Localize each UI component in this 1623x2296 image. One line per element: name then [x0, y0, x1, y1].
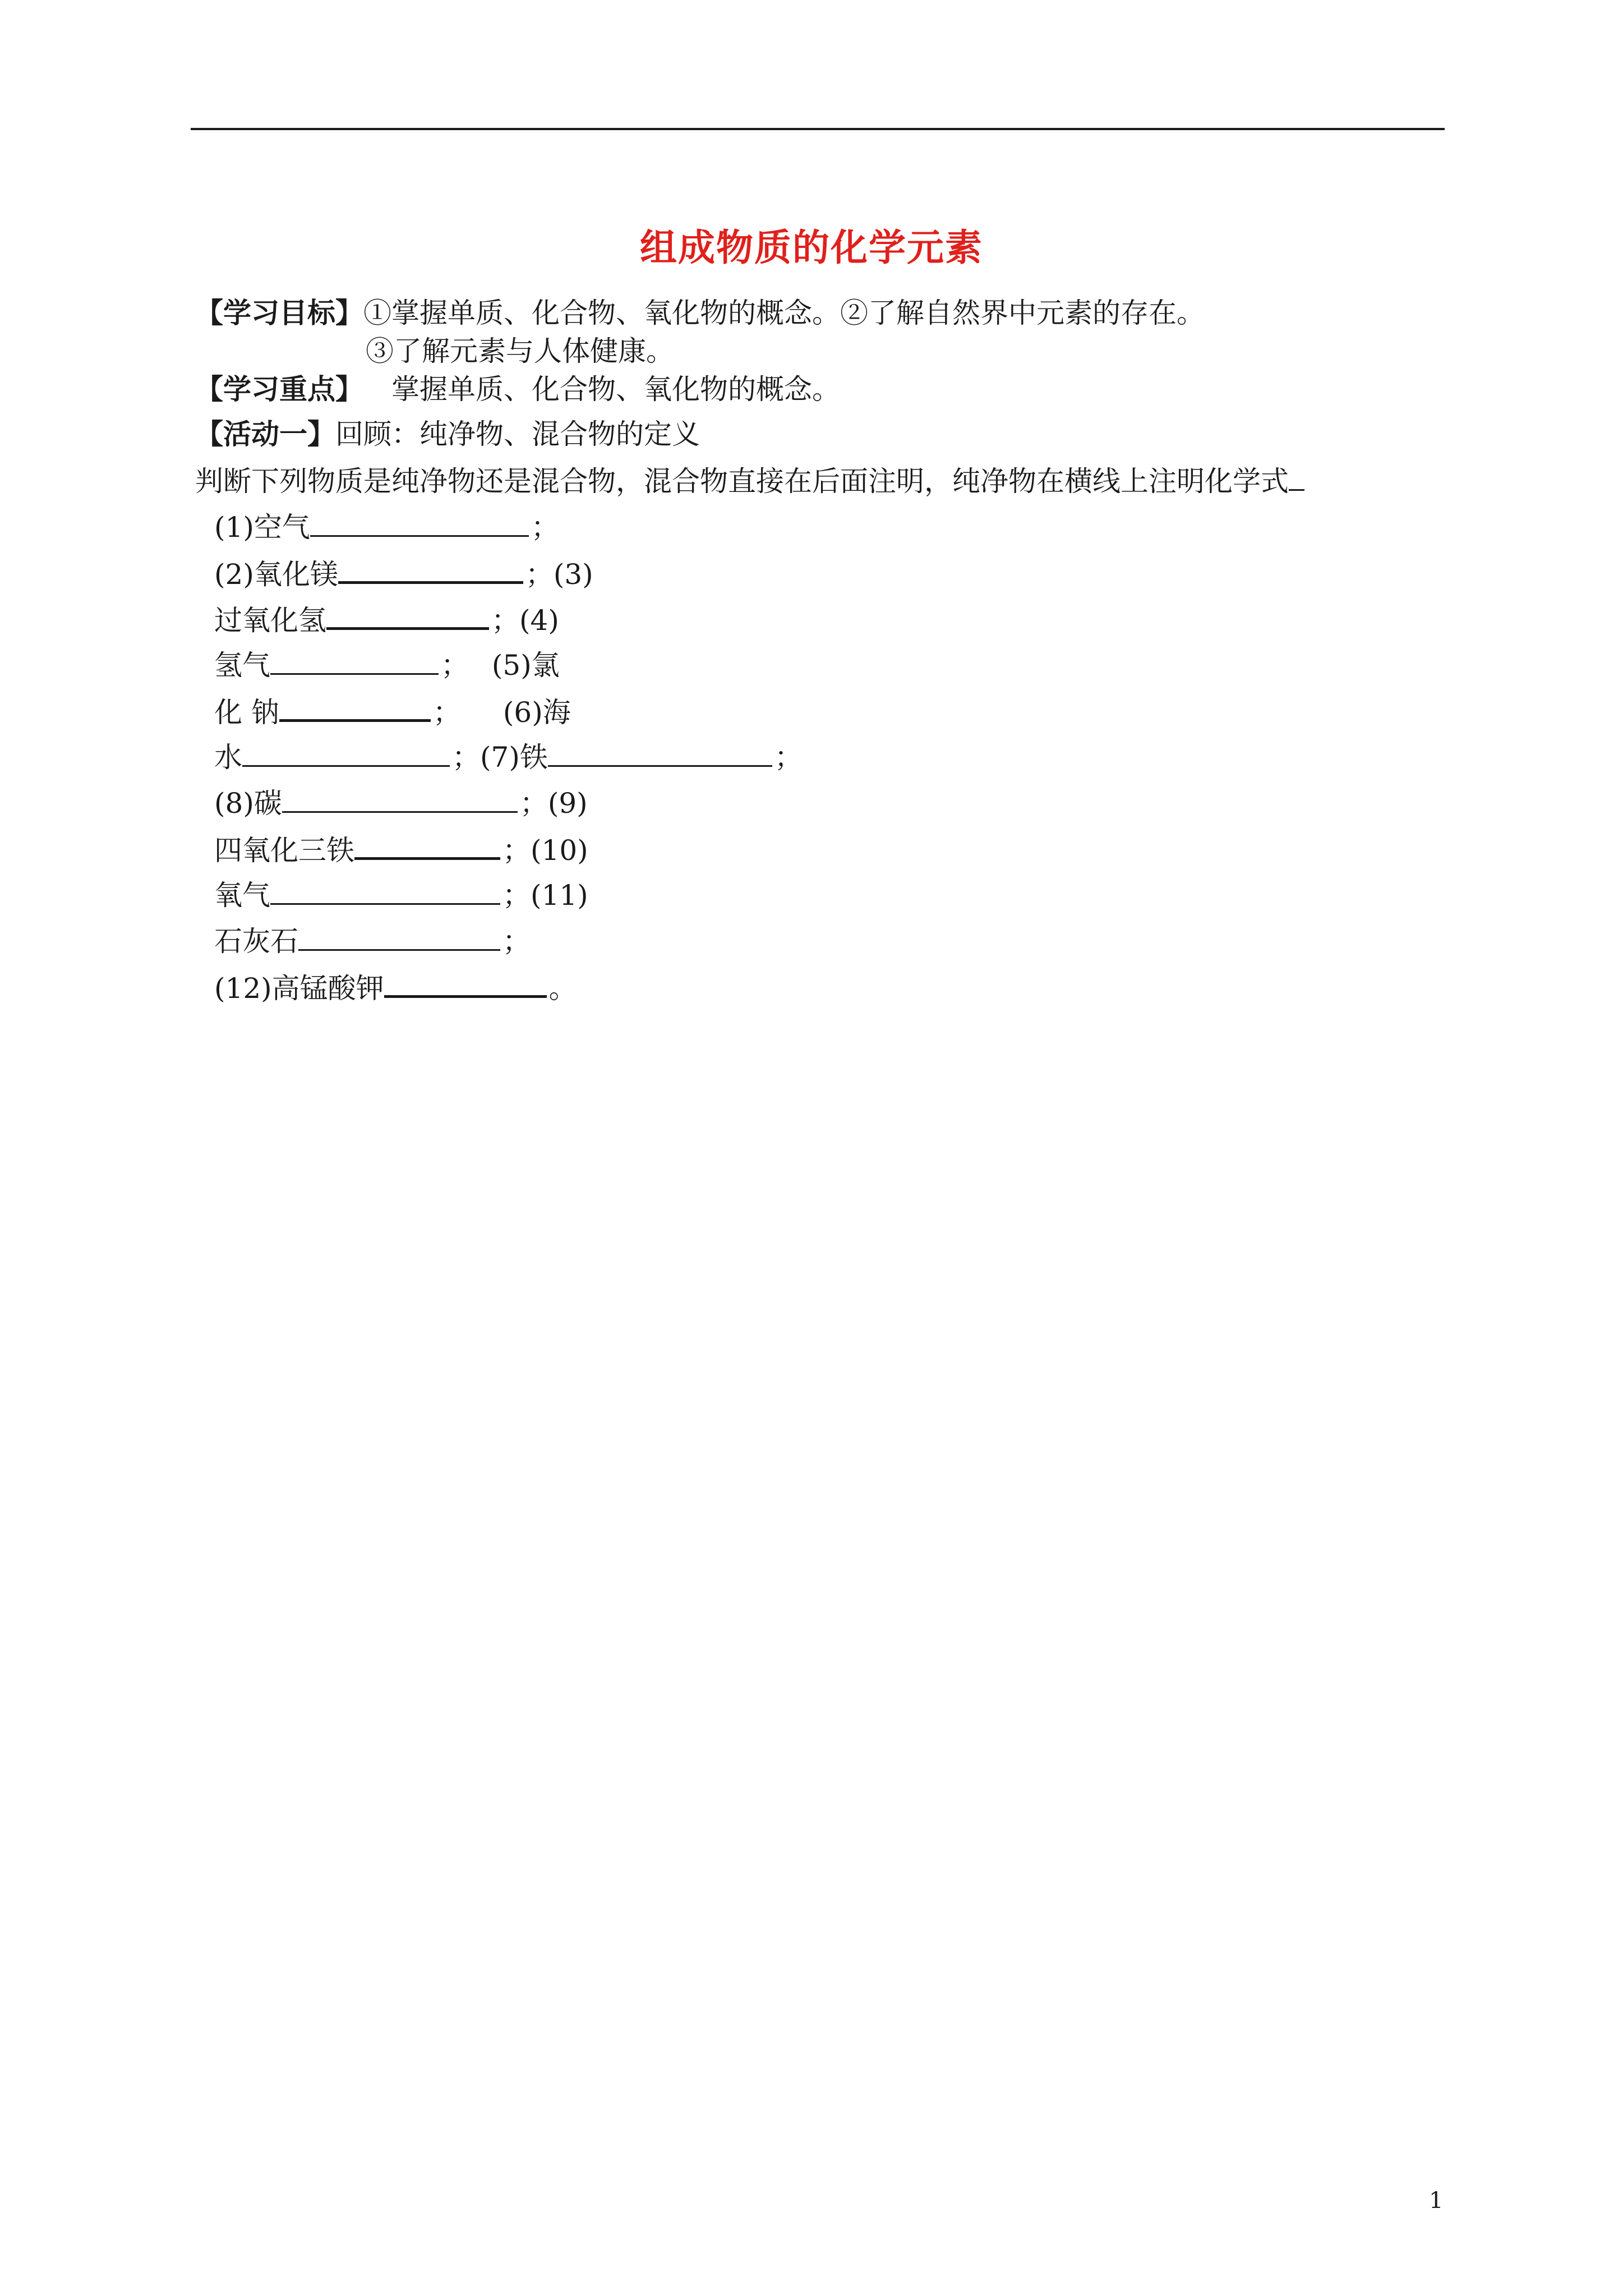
answer-blank[interactable] [548, 739, 772, 767]
list-item [214, 601, 559, 637]
list-item [214, 969, 577, 1005]
header-rule [191, 128, 1445, 130]
item-suffix: ； [774, 741, 803, 774]
list-item [214, 647, 560, 682]
item-label: (8)碳 [214, 787, 282, 820]
item-label: (12)高锰酸钾 [214, 972, 384, 1005]
item-label: (2)氧化镁 [214, 558, 338, 591]
list-item [214, 831, 588, 867]
goals-line-1 [195, 296, 1205, 330]
focus-label: 【学习重点】 [195, 372, 363, 406]
item-label: 水 [214, 741, 242, 774]
item-label: (1)空气 [214, 511, 310, 544]
answer-blank[interactable] [270, 877, 500, 905]
goals-line-2 [366, 334, 674, 368]
answer-blank[interactable] [298, 923, 500, 951]
item-suffix: ；(7)铁 [452, 741, 548, 774]
focus-text: 掌握单质、化合物、氧化物的概念。 [391, 373, 840, 406]
activity-label: 【活动一】 [195, 417, 335, 450]
item-label: 过氧化氢 [214, 604, 326, 637]
item-label: 石灰石 [214, 925, 298, 958]
answer-blank[interactable] [242, 739, 450, 767]
focus-line [195, 372, 840, 406]
item-suffix: 。 [548, 972, 577, 1005]
goals-text-2: ③了解元素与人体健康。 [366, 335, 674, 367]
item-label: 氧气 [214, 879, 270, 912]
instruction-text: 判断下列物质是纯净物还是混合物，混合物直接在后面注明，纯净物在横线上注明化学式 [195, 465, 1289, 498]
answer-blank[interactable] [354, 831, 500, 860]
item-suffix: ； (6)海 [432, 696, 571, 729]
item-label: 四氧化三铁 [214, 834, 354, 867]
item-suffix: ； [502, 925, 531, 958]
item-suffix: ；(9) [519, 787, 588, 820]
list-item [214, 509, 559, 544]
page-title: 组成物质的化学元素 [640, 226, 983, 269]
item-suffix: ； [531, 511, 559, 544]
list-item [214, 923, 531, 958]
answer-blank[interactable] [326, 601, 489, 630]
item-suffix: ；(4) [491, 604, 559, 637]
goals-text-1: ①掌握单质、化合物、氧化物的概念。②了解自然界中元素的存在。 [363, 297, 1205, 329]
answer-blank[interactable] [270, 647, 439, 675]
activity-line [195, 417, 700, 451]
instruction-line [195, 463, 1307, 498]
item-suffix: ； (5)氯 [441, 649, 560, 682]
answer-blank[interactable] [310, 509, 529, 537]
item-label: 化 钠 [214, 696, 279, 729]
item-suffix: ；(11) [502, 879, 588, 912]
page-number: 1 [1429, 2188, 1444, 2214]
answer-blank[interactable] [279, 693, 431, 722]
item-label: 氢气 [214, 649, 270, 682]
activity-text: 回顾：纯净物、混合物的定义 [335, 418, 700, 450]
answer-blank[interactable] [282, 785, 518, 813]
item-suffix: ；(10) [502, 834, 588, 867]
list-item [214, 877, 588, 912]
goals-label: 【学习目标】 [195, 296, 363, 329]
item-suffix: ；(3) [525, 558, 593, 591]
list-item [214, 785, 588, 820]
answer-blank[interactable] [338, 555, 523, 584]
instruction-blank [1289, 463, 1304, 491]
answer-blank[interactable] [384, 969, 547, 998]
list-item [214, 693, 571, 729]
list-item [214, 555, 593, 591]
list-item [214, 739, 803, 774]
